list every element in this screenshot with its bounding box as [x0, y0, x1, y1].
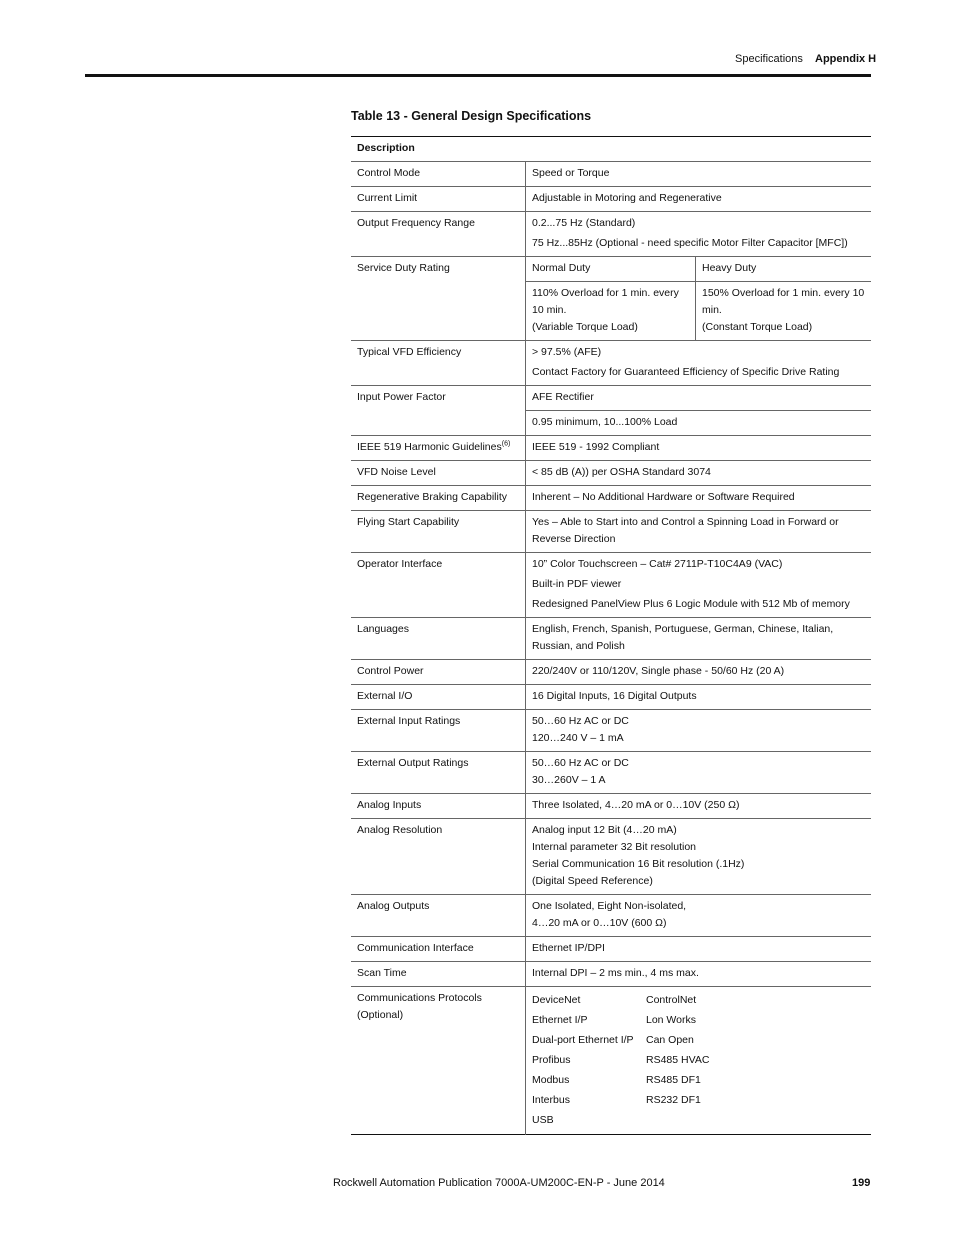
table-row [351, 461, 871, 486]
protocol-item: Can Open [646, 1034, 694, 1046]
row-label [351, 436, 526, 461]
protocol-row [532, 1070, 865, 1090]
row-value [526, 162, 872, 187]
heavy-duty-value [696, 282, 872, 341]
row-value [526, 685, 872, 710]
row-value [526, 937, 872, 962]
value-line: Speed or Torque [532, 167, 610, 179]
protocol-item: Ethernet I/P [532, 1014, 588, 1026]
description-header: Description [351, 137, 871, 162]
protocol-item: RS485 DF1 [646, 1074, 701, 1086]
row-label: Analog Inputs [351, 794, 526, 819]
label-line: (Optional) [357, 1009, 404, 1021]
value-line: Analog input 12 Bit (4…20 mA) [532, 824, 677, 836]
row-value [526, 710, 872, 752]
table-caption: Table 13 - General Design Specifications [351, 109, 592, 123]
protocols-grid [532, 990, 865, 1130]
protocol-item: Interbus [532, 1094, 570, 1106]
protocol-row [532, 1090, 865, 1110]
table-row [351, 486, 871, 511]
row-label: Analog Outputs [351, 895, 526, 937]
value-line: 75 Hz...85Hz (Optional - need specific Motor Filter Capacitor [MFC]) [532, 237, 848, 249]
protocol-item [646, 1110, 865, 1130]
protocol-row [532, 1030, 865, 1050]
table-row [351, 895, 871, 937]
value-line: English, French, Spanish, Portuguese, German, Chinese, Italian, Russian, and Polish [532, 623, 834, 652]
row-value [526, 794, 872, 819]
value-line: Adjustable in Motoring and Regenerative [532, 192, 722, 204]
table-row [351, 212, 871, 257]
row-label: External I/O [351, 685, 526, 710]
footnote-ref: (6) [501, 440, 511, 448]
row-label [351, 987, 526, 1135]
value-line: 50…60 Hz AC or DC [532, 715, 629, 727]
normal-duty-header: Normal Duty [526, 257, 696, 282]
row-label: Languages [351, 618, 526, 660]
row-value [526, 553, 872, 618]
value-line: 220/240V or 110/120V, Single phase - 50/60 Hz (20 A) [532, 665, 785, 677]
table-row [351, 710, 871, 752]
value-line: Built-in PDF viewer [532, 578, 622, 590]
row-label: Typical VFD Efficiency [351, 341, 526, 386]
row-value [526, 819, 872, 895]
table-header-row [351, 137, 871, 162]
value-line: 150% Overload for 1 min. every 10 min. [702, 287, 865, 316]
row-value [526, 752, 872, 794]
row-value [526, 660, 872, 685]
protocol-row [532, 1050, 865, 1070]
protocol-item: ControlNet [646, 994, 697, 1006]
table-row [351, 511, 871, 553]
value-line: Internal parameter 32 Bit resolution [532, 841, 697, 853]
row-value [526, 962, 872, 987]
row-value [526, 212, 872, 257]
value-line: Inherent – No Additional Hardware or Software Required [532, 491, 795, 503]
header-rule [85, 74, 871, 77]
table-row [351, 162, 871, 187]
protocol-item: Dual-port Ethernet I/P [532, 1034, 634, 1046]
row-label: Regenerative Braking Capability [351, 486, 526, 511]
protocol-item: RS232 DF1 [646, 1094, 701, 1106]
protocol-item: Lon Works [646, 1014, 696, 1026]
table-row [351, 553, 871, 618]
value-line: Three Isolated, 4…20 mA or 0…10V (250 Ω) [532, 799, 740, 811]
label-text: IEEE 519 Harmonic Guidelines [357, 441, 502, 453]
row-value [526, 511, 872, 553]
footer-page-number: 199 [852, 1177, 871, 1189]
row-label: Output Frequency Range [351, 212, 526, 257]
table-row [351, 962, 871, 987]
protocol-item: Profibus [532, 1054, 571, 1066]
value-line: 4…20 mA or 0…10V (600 Ω) [532, 917, 667, 929]
value-line: 10” Color Touchscreen – Cat# 2711P-T10C4A9 (VAC) [532, 558, 783, 570]
row-value [526, 187, 872, 212]
value-line: 110% Overload for 1 min. every 10 min. [532, 287, 679, 316]
normal-duty-value [526, 282, 696, 341]
protocol-item: DeviceNet [532, 994, 581, 1006]
row-value [526, 436, 872, 461]
table-row [351, 752, 871, 794]
protocol-item: USB [532, 1114, 554, 1126]
row-label: Flying Start Capability [351, 511, 526, 553]
table-row [351, 187, 871, 212]
value-line: > 97.5% (AFE) [532, 346, 602, 358]
table-row [351, 436, 871, 461]
value-line: 0.2...75 Hz (Standard) [532, 217, 636, 229]
row-label: Control Mode [351, 162, 526, 187]
value-line: (Digital Speed Reference) [532, 875, 653, 887]
header-section-label: Specifications [735, 53, 803, 65]
table-row [351, 987, 871, 1135]
value-line: Ethernet IP/DPI [532, 942, 605, 954]
row-label: Service Duty Rating [351, 257, 526, 341]
row-label: Control Power [351, 660, 526, 685]
value-line: Serial Communication 16 Bit resolution (.1Hz) [532, 858, 745, 870]
afe-rectifier-header: AFE Rectifier [526, 386, 872, 411]
protocol-row [532, 1110, 865, 1130]
footer-publication: Rockwell Automation Publication 7000A-UM200C-EN-P - June 2014 [333, 1177, 665, 1189]
label-line: Communications Protocols [357, 992, 482, 1004]
row-label: Communication Interface [351, 937, 526, 962]
value-line: (Variable Torque Load) [532, 321, 638, 333]
row-label: Current Limit [351, 187, 526, 212]
value-line: IEEE 519 - 1992 Compliant [532, 441, 660, 453]
table-row [351, 937, 871, 962]
row-label: Scan Time [351, 962, 526, 987]
row-value [526, 486, 872, 511]
row-label: External Output Ratings [351, 752, 526, 794]
protocols-value [526, 987, 872, 1135]
table-row [351, 819, 871, 895]
protocol-row [532, 1010, 865, 1030]
value-line: 120…240 V – 1 mA [532, 732, 624, 744]
table-row [351, 794, 871, 819]
table-row [351, 341, 871, 386]
value-line: 30…260V – 1 A [532, 774, 606, 786]
row-value [526, 341, 872, 386]
row-label: Input Power Factor [351, 386, 526, 436]
row-value [526, 618, 872, 660]
table-row [351, 685, 871, 710]
value-line: One Isolated, Eight Non-isolated, [532, 900, 687, 912]
table-row [351, 386, 871, 411]
row-label: VFD Noise Level [351, 461, 526, 486]
value-line: (Constant Torque Load) [702, 321, 813, 333]
header-appendix-label: Appendix H [815, 53, 877, 65]
row-label: Operator Interface [351, 553, 526, 618]
specifications-table [351, 136, 871, 1135]
value-line: Redesigned PanelView Plus 6 Logic Module with 512 Mb of memory [532, 598, 850, 610]
value-line: Yes – Able to Start into and Control a Spinning Load in Forward or Reverse Direction [532, 516, 839, 545]
heavy-duty-header: Heavy Duty [696, 257, 872, 282]
row-label: Analog Resolution [351, 819, 526, 895]
protocol-item: Modbus [532, 1074, 570, 1086]
table-row [351, 660, 871, 685]
protocol-row [532, 990, 865, 1010]
value-line: Contact Factory for Guaranteed Efficiency of Specific Drive Rating [532, 366, 840, 378]
value-line: Internal DPI – 2 ms min., 4 ms max. [532, 967, 699, 979]
value-line: 16 Digital Inputs, 16 Digital Outputs [532, 690, 697, 702]
value-line: < 85 dB (A)) per OSHA Standard 3074 [532, 466, 711, 478]
table-row [351, 257, 871, 282]
row-value [526, 461, 872, 486]
protocol-item: RS485 HVAC [646, 1054, 710, 1066]
row-label: External Input Ratings [351, 710, 526, 752]
value-line: 50…60 Hz AC or DC [532, 757, 629, 769]
row-value: 0.95 minimum, 10...100% Load [526, 411, 872, 436]
table-row [351, 618, 871, 660]
row-value [526, 895, 872, 937]
